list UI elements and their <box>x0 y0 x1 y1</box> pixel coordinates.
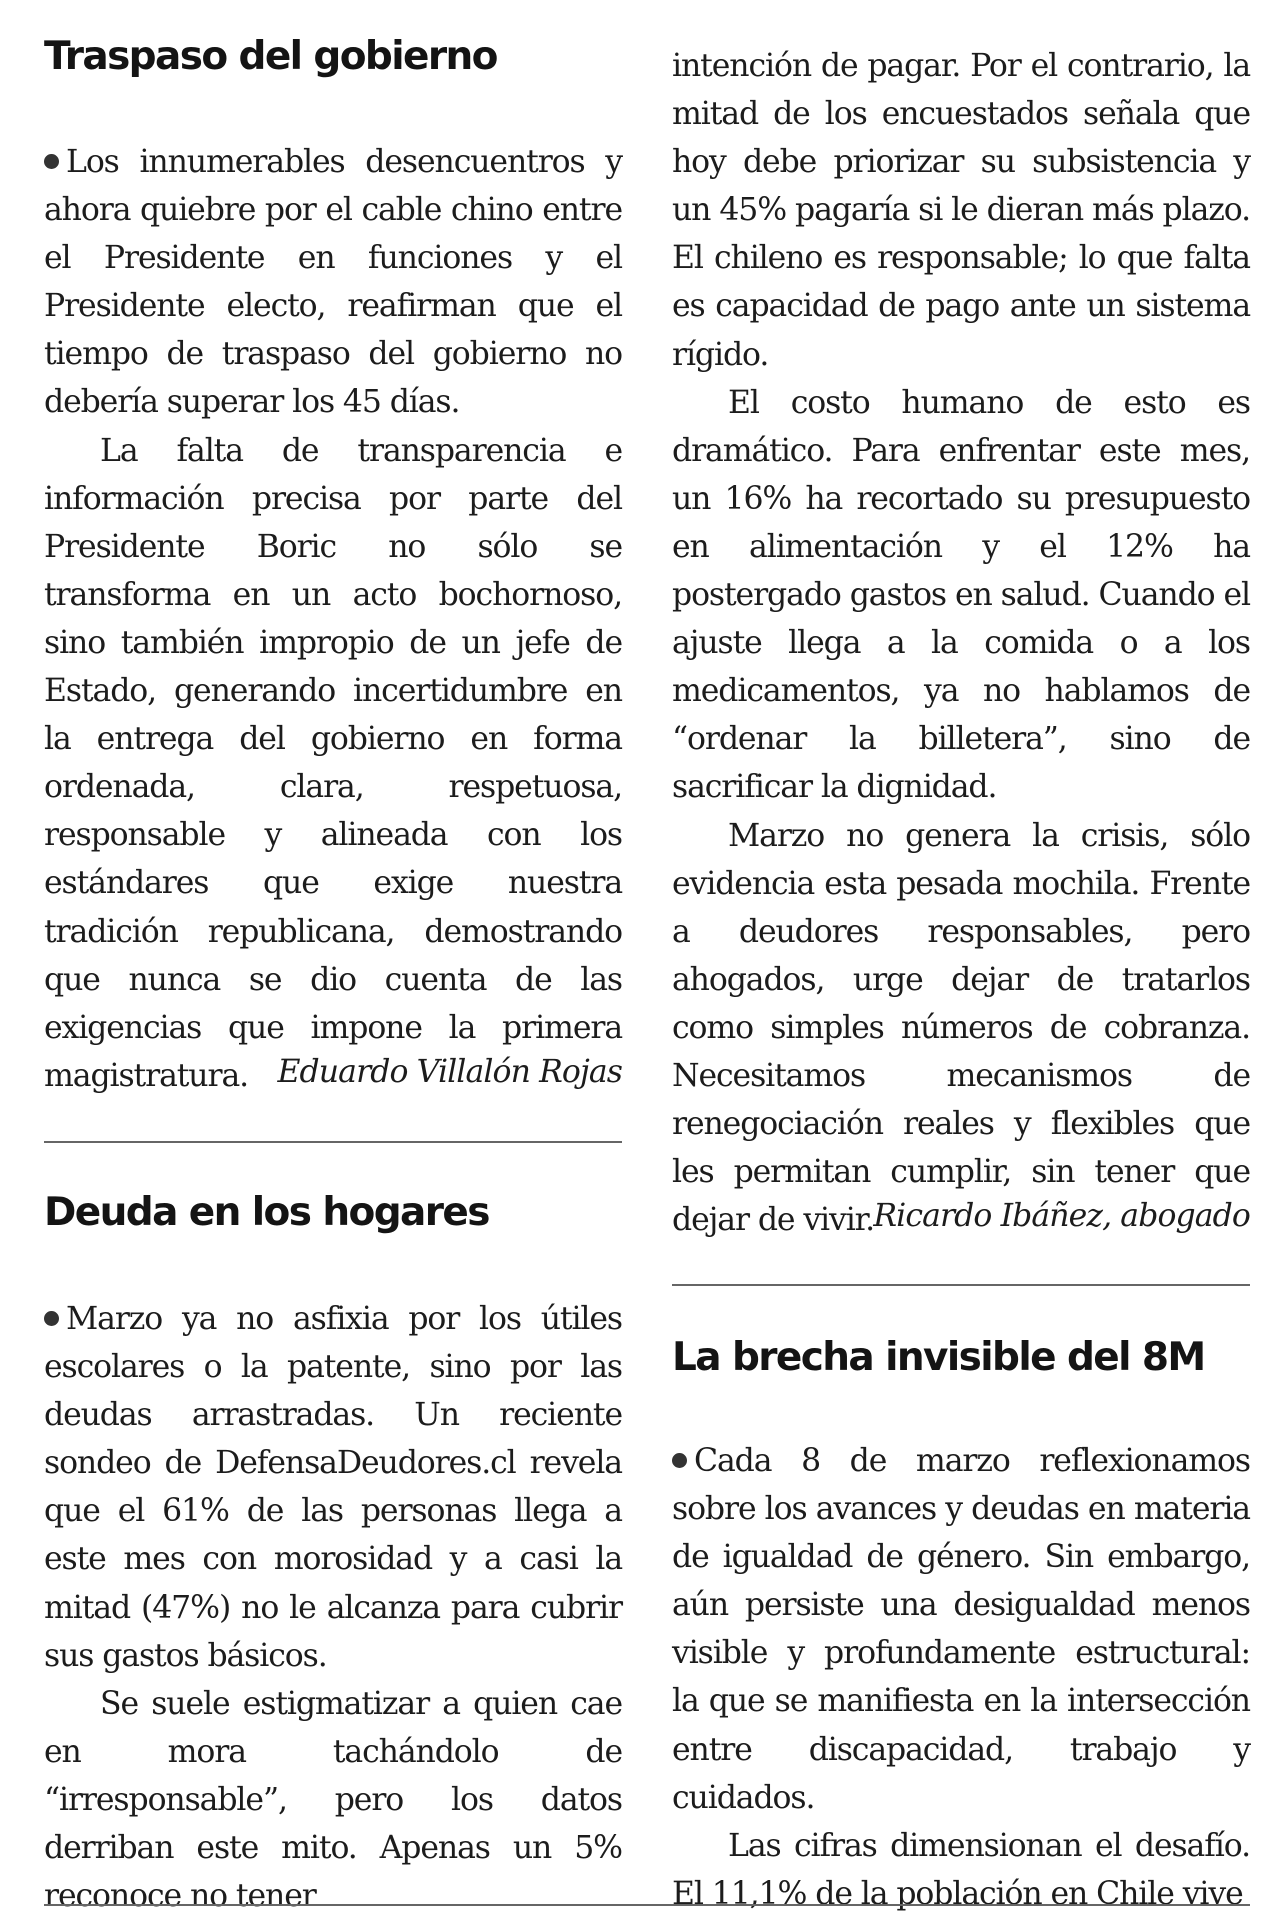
paragraph: El costo humano de esto es dramático. Para enfrentar este mes, un 16% ha recortado su presupuesto en alimentación y el 12% ha postergado gastos en salud. Cuando el ajuste llega a la comida o a los medicamentos, ya no hablamos de “ordenar la billetera”, sino de sacrificar la dignidad. <box>672 384 1250 806</box>
bullet-icon <box>44 1311 59 1326</box>
signature-traspaso: Eduardo Villalón Rojas <box>277 1054 622 1090</box>
paragraph: Cada 8 de marzo reflexionamos sobre los avances y deudas en materia de igualdad de género. Sin embargo, aún persiste una desigualdad menos visible y profundamente estructural: la que se manifiesta en la intersección entre discapacidad, trabajo y cuidados. <box>672 1443 1250 1816</box>
paragraph: Los innumerables desencuentros y ahora quiebre por el cable chino entre el Presidente en funciones y el Presidente electo, reafirman que el tiempo de traspaso del gobierno no debería superar los 45 días. <box>44 144 622 421</box>
paragraph: Marzo ya no asfixia por los útiles escolares o la patente, sino por las deudas arrastradas. Un reciente sondeo de DefensaDeudores.cl revela que el 61% de las personas llega a este mes con morosidad y a casi la mitad (47%) no le alcanza para cubrir sus gastos básicos. <box>44 1301 622 1674</box>
article-title-brecha: La brecha invisible del 8M <box>672 1335 1205 1380</box>
paragraph: Las cifras dimensionan el desafío. El 11,1% de la población en Chile vive <box>672 1827 1250 1912</box>
paragraph: Se suele estigmatizar a quien cae en mora tachándolo de “irresponsable”, pero los datos derriban este mito. Apenas un 5% reconoce no tener <box>44 1685 622 1915</box>
signature-deuda: Ricardo Ibáñez, abogado <box>873 1198 1250 1234</box>
article-body-brecha <box>672 1437 1250 1918</box>
article-body-deuda <box>44 1295 622 1920</box>
bullet-icon <box>44 154 59 169</box>
divider <box>672 1284 1250 1286</box>
paragraph: Marzo no genera la crisis, sólo evidencia esta pesada mochila. Frente a deudores responsables, pero ahogados, urge dejar de tratarlos como simples números de cobranza. Necesitamos mecanismos de renegociación reales y flexibles que les permitan cumplir, sin tener que dejar de vivir. <box>672 817 1250 1239</box>
article-title-deuda: Deuda en los hogares <box>44 1190 489 1235</box>
bullet-icon <box>672 1453 687 1468</box>
article-body-deuda-continued <box>672 42 1250 1244</box>
bottom-divider <box>44 1904 1250 1906</box>
article-body-traspaso <box>44 138 622 1100</box>
article-title-traspaso: Traspaso del gobierno <box>44 34 497 79</box>
paragraph: La falta de transparencia e información precisa por parte del Presidente Boric no sólo se transforma en un acto bochornoso, sino también impropio de un jefe de Estado, generando incertidumbre en la entrega del gobierno en forma ordenada, clara, respetuosa, responsable y alineada con los estándares que exige nuestra tradición republicana, demostrando que nunca se dio cuenta de las exigencias que impone la primera magistratura. <box>44 432 622 1094</box>
paragraph: intención de pagar. Por el contrario, la mitad de los encuestados señala que hoy debe priorizar su subsistencia y un 45% pagaría si le dieran más plazo. El chileno es responsable; lo que falta es capacidad de pago ante un sistema rígido. <box>672 48 1250 373</box>
divider <box>44 1141 622 1143</box>
